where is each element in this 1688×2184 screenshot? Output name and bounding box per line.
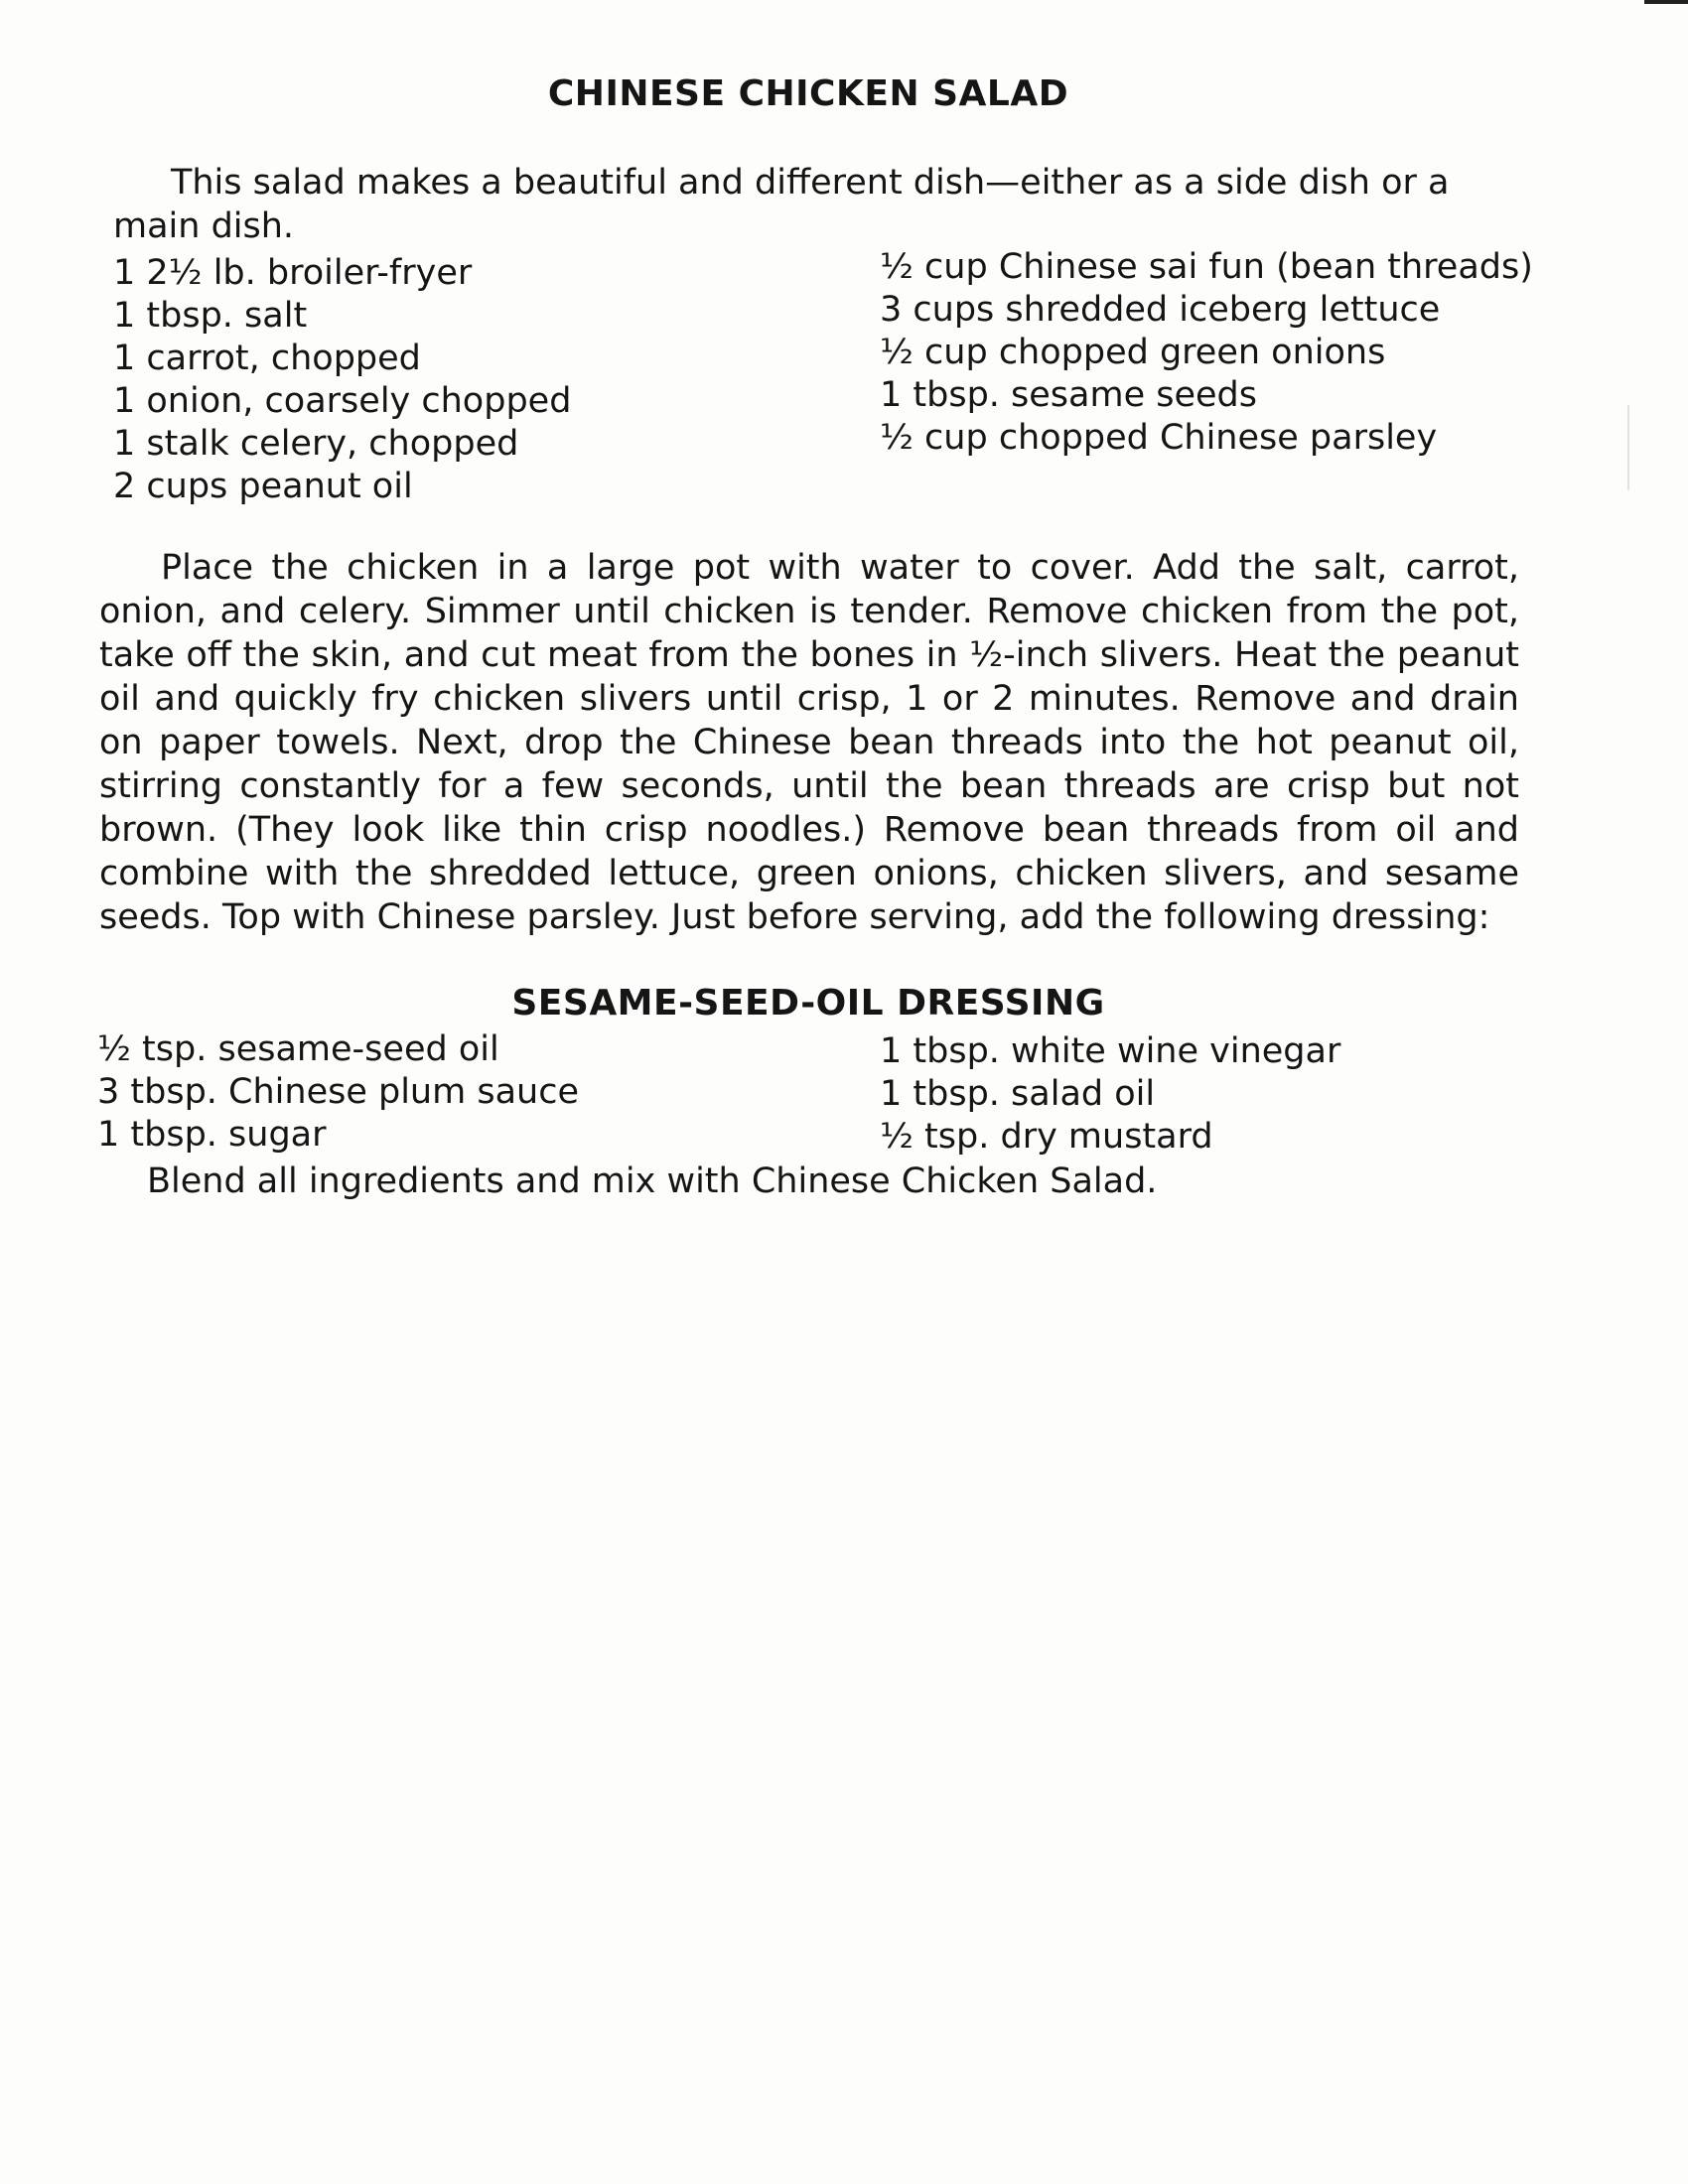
dressing-instruction: Blend all ingredients and mix with Chinese Chicken Salad. (147, 1161, 1158, 1201)
dressing-ingredient: 1 tbsp. white wine vinegar (880, 1031, 1341, 1071)
ingredient-list-right (880, 246, 1533, 460)
dressing-ingredient: ½ tsp. dry mustard (880, 1117, 1213, 1157)
ingredient-item: 1 tbsp. sesame seeds (880, 375, 1257, 415)
ingredient-item: 2 cups peanut oil (113, 467, 413, 506)
scan-mark (1644, 0, 1688, 4)
ingredient-item: 1 carrot, chopped (113, 339, 421, 378)
ingredient-item: ½ cup chopped Chinese parsley (880, 418, 1438, 458)
ingredient-item: 1 stalk celery, chopped (113, 424, 519, 464)
scan-edge-line (1627, 405, 1629, 490)
ingredient-item: 1 2½ lb. broiler-fryer (113, 253, 473, 293)
ingredient-item: 3 cups shredded iceberg lettuce (880, 290, 1441, 330)
dressing-list-right (880, 1030, 1340, 1159)
dressing-ingredient: 1 tbsp. salad oil (880, 1074, 1156, 1114)
ingredient-item: ½ cup chopped green onions (880, 333, 1386, 372)
dressing-title: SESAME-SEED-OIL DRESSING (511, 983, 1105, 1024)
recipe-intro: This salad makes a beautiful and different dish—either as a side dish or a main dish. (113, 163, 1450, 246)
ingredient-item: 1 tbsp. salt (113, 296, 308, 336)
dressing-ingredient: ½ tsp. sesame-seed oil (97, 1029, 499, 1069)
ingredient-item: ½ cup Chinese sai fun (bean threads) (880, 247, 1533, 287)
ingredient-item: 1 onion, coarsely chopped (113, 381, 572, 421)
recipe-method: Place the chicken in a large pot with water to cover. Add the salt, carrot, onion, and celery. Simmer until chicken is tender. Remove chicken from the pot, take off the skin, and cut meat from the bones in ½-inch slivers. Heat the peanut oil and quickly fry chicken slivers until crisp, 1 or 2 minutes. Remove and drain on paper towels. Next, drop the Chinese bean threads into the hot peanut oil, stirring constantly for a few seconds, until the bean threads are crisp but not brown. (They look like thin crisp noodles.) Remove bean threads from oil and combine with the shredded lettuce, green onions, chicken slivers, and sesame seeds. Top with Chinese parsley. Just before serving, add the following dressing: (99, 548, 1519, 937)
dressing-ingredient: 1 tbsp. sugar (97, 1115, 327, 1155)
dressing-list-left (97, 1028, 579, 1157)
ingredient-list-left (113, 252, 571, 508)
dressing-ingredient: 3 tbsp. Chinese plum sauce (97, 1072, 579, 1112)
recipe-title: CHINESE CHICKEN SALAD (547, 73, 1069, 114)
